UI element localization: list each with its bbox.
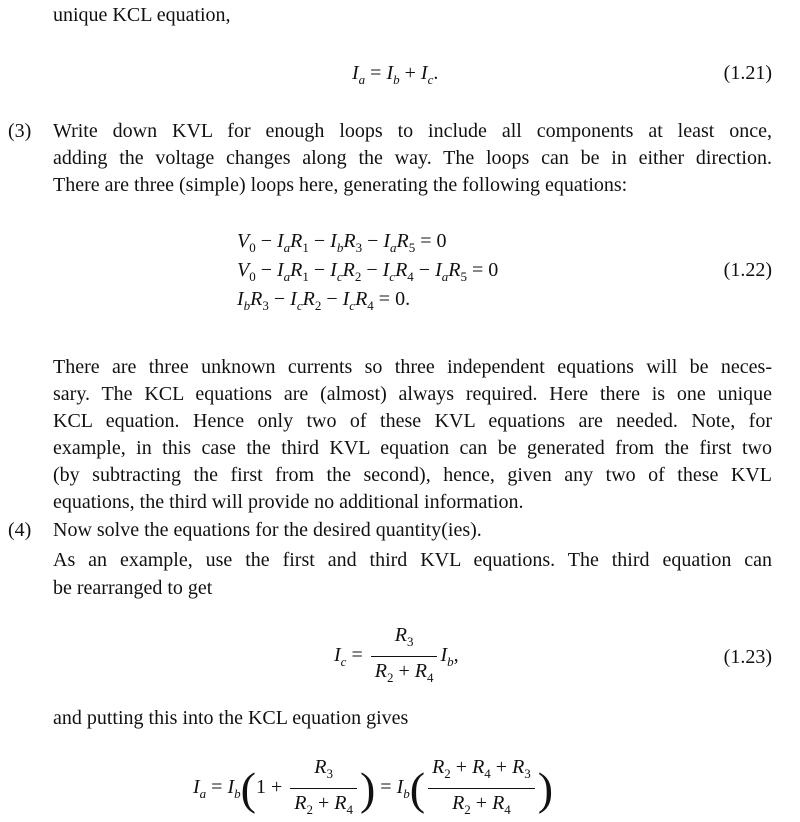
text-line: sary. The KCL equations are (almost) always required. Here there is one unique <box>53 383 772 405</box>
text-line: and putting this into the KCL equation gives <box>53 707 409 729</box>
text-line: Now solve the equations for the desired quantity(ies). <box>53 519 482 541</box>
equation-number: (1.21) <box>723 62 772 84</box>
text-line: be rearranged to get <box>53 577 213 599</box>
equation-1-22-line-3: $I_bR_3 - I_cR_2 - I_cR_4 = 0$. <box>237 288 411 313</box>
list-item-label: (4) <box>8 519 32 541</box>
equation-1-23: $I_c$ = $\frac{R_3}{R_2 + R_4}$ $I_b$, <box>334 624 459 685</box>
text-line: As an example, use the first and third KVL equations. The third equation can <box>53 549 772 571</box>
text-line: KCL equation. Hence only two of these KVL equations are needed. Note, for <box>53 410 772 432</box>
text-line: (by subtracting the first from the second), hence, given any two of these KVL <box>53 464 772 486</box>
text-line: unique KCL equation, <box>53 4 231 26</box>
text-line: equations, the third will provide no additional information. <box>53 491 524 513</box>
text-line: example, in this case the third KVL equation can be generated from the first two <box>53 437 772 459</box>
text-line: Write down KVL for enough loops to include all components at least once, <box>53 120 772 142</box>
equation-ia-expansion: $I_a = I_b(1$ + $\frac{R_3}{R_2 + R_4}$ ) = $I_b$( $\frac{R_2 + R_4 + R_3}{R_2 + R_4}$ ) <box>193 756 554 817</box>
text-line: adding the voltage changes along the way. The loops can be in either direction. <box>53 147 772 169</box>
text-line: There are three unknown currents so three independent equations will be neces- <box>53 356 772 378</box>
text-line: There are three (simple) loops here, generating the following equations: <box>53 174 628 196</box>
list-item-label: (3) <box>8 120 32 142</box>
equation-1-22-line-1: $V_0 - I_aR_1 - I_bR_3 - I_aR_5 = 0$ <box>237 230 447 255</box>
equation-number: (1.22) <box>723 259 772 281</box>
equation-1-22-line-2: $V_0 - I_aR_1 - I_cR_2 - I_cR_4 - I_aR_5 = 0$ <box>237 259 499 284</box>
equation-number: (1.23) <box>723 646 772 668</box>
equation-1-21: $I_a = I_b + I_c$. <box>352 62 439 87</box>
